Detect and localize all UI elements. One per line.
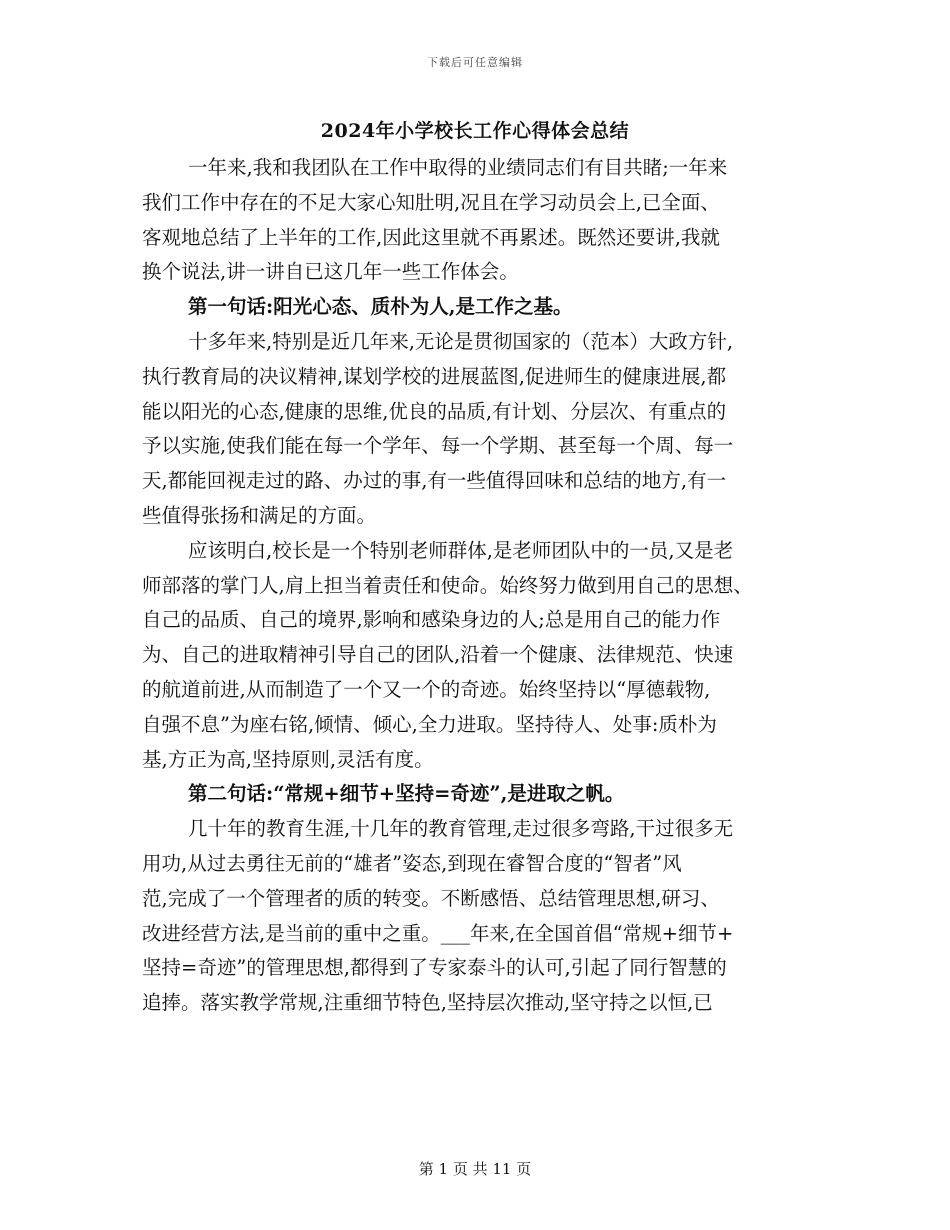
header-note: 下载后可任意编辑 [427, 56, 523, 69]
body-line: 基,方正为高,坚持原则,灵活有度。 [142, 747, 434, 771]
body-line: 予以实施,使我们能在每一个学年、每一个学期、甚至每一个周、每一 [142, 434, 734, 458]
body-line: 客观地总结了上半年的工作,因此这里就不再累述。既然还要讲,我就 [142, 225, 720, 249]
section-heading-1: 第一句话:阳光心态、质朴为人,是工作之基。 [188, 295, 573, 319]
body-line: 自强不息”为座右铭,倾情、倾心,全力进取。坚持待人、处事:质朴为 [142, 712, 717, 736]
body-line: 执行教育局的决议精神,谋划学校的进展蓝图,促进师生的健康进展,都 [142, 364, 727, 388]
body-line: 师部落的掌门人,肩上担当着责任和使命。始终努力做到用自己的思想、 [142, 573, 753, 597]
body-line: 应该明白,校长是一个特别老师群体,是老师团队中的一员,又是老 [188, 538, 734, 562]
body-line: 改进经营方法,是当前的重中之重。___年来,在全国首倡“常规+细节+ [142, 921, 734, 945]
body-line: 能以阳光的心态,健康的思维,优良的品质,有计划、分层次、有重点的 [142, 399, 727, 423]
body-line: 自己的品质、自己的境界,影响和感染身边的人;总是用自己的能力作 [142, 608, 721, 632]
body-line: 十多年来,特别是近几年来,无论是贯彻国家的（范本）大政方针, [188, 329, 734, 353]
body-line: 我们工作中存在的不足大家心知肚明,况且在学习动员会上,已全面、 [142, 190, 720, 214]
page-number-footer: 第 1 页 共 11 页 [418, 1160, 532, 1178]
section-heading-2: 第二句话:“常规+细节+坚持=奇迹”,是进取之帆。 [188, 782, 625, 806]
body-line: 些值得张扬和满足的方面。 [142, 503, 377, 527]
body-line: 几十年的教育生涯,十几年的教育管理,走过很多弯路,干过很多无 [188, 817, 734, 841]
body-line: 用功,从过去勇往无前的“雄者”姿态,到现在睿智合度的“智者”风 [142, 851, 682, 875]
body-line: 坚持=奇迹”的管理思想,都得到了专家泰斗的认可,引起了同行智慧的 [142, 956, 727, 980]
body-line: 一年来,我和我团队在工作中取得的业绩同志们有目共睹;一年来 [188, 156, 728, 179]
body-line: 天,都能回视走过的路、办过的事,有一些值得回味和总结的地方,有一 [142, 469, 727, 493]
body-line: 追捧。落实教学常规,注重细节特色,坚持层次推动,坚守持之以恒,已 [142, 991, 713, 1015]
body-line: 的航道前进,从而制造了一个又一个的奇迹。始终坚持以“厚德载物, [142, 677, 711, 701]
body-line: 换个说法,讲一讲自已这几年一些工作体会。 [142, 260, 519, 284]
body-line: 范,完成了一个管理者的质的转变。不断感悟、总结管理思想,研习、 [142, 886, 720, 910]
document-title: 2024年小学校长工作心得体会总结 [320, 120, 630, 142]
body-line: 为、自己的进取精神引导自己的团队,沿着一个健康、法律规范、快速 [142, 643, 734, 667]
document-body [142, 151, 812, 1021]
